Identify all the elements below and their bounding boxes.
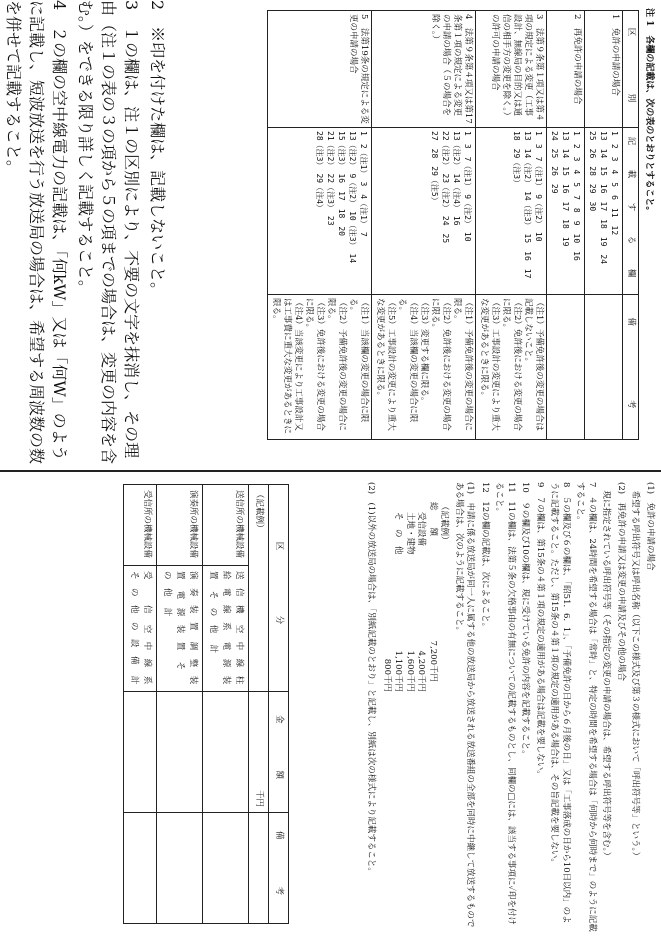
form-item: 給 電 線 系 (221, 571, 231, 631)
example-row (381, 502, 393, 932)
table-row (372, 11, 476, 440)
form-item: 電 源 装 置 (208, 571, 231, 693)
row-note: （注1）予備免許後の変更の場合に限る。 （注2）免許後における変更の場合に限る。 （注3）変更する欄に限る。 （注4）当該欄の変更の場合に限る。 （注5）工事設計の変更により重大な変更があるときに限る。 (372, 295, 476, 440)
table-row (157, 485, 203, 924)
paragraph: 9 ７の欄は、第15条の４第１項の規定の適用がある場合は記載を要しない。 (535, 482, 545, 779)
form-item: そ の 他 (162, 571, 185, 679)
example-item: そ の 他 (393, 512, 404, 555)
form-item: 電 源 装 置 (175, 590, 185, 651)
row-note: （注1）当該欄の変更の場合に限る。 （注2）予備免許後の変更の場合に限る。 （注3）免許後における変更の場合に限る。 （注4）当該変更により工事設計又は工事費に重大な変更があるときに限る。 (268, 295, 372, 440)
form-item: 送 信 機 (234, 571, 244, 614)
example-row (392, 502, 404, 932)
paragraph: 希望する呼出符号又は呼出名称（以下この様式及び第３の様式において「呼出符号等」という。） (630, 482, 641, 861)
table-row (268, 11, 372, 440)
paragraph: 8 ５の欄及び６の欄は、「昭51．6．1」、「予備免許の日から６月後の日」又は「工事落成の日から10日以内」のように記載すること。ただし、第15条の４第１項の規定の適用がある場合は、その旨記載を要しない。 (549, 482, 571, 924)
row-numbers: 1 2（注1） 3 4（注1） 7 13（注2） 9（注2） 10（注3） 14 15（注3） 16 17 18 20 21（注2） 22（注3） 23 28（注3） 29（注4） (268, 128, 372, 295)
example-row (415, 502, 427, 932)
cost-form-table (123, 484, 289, 924)
form-item: 受 信 (142, 571, 152, 614)
example-item (381, 502, 393, 602)
paragraph: (2) 再免許の申請又は変更の申請及びその他の場合 (616, 482, 626, 682)
example-total-row (427, 502, 439, 932)
lower-paragraphs (362, 482, 655, 932)
example-amount: 4,200千円 (416, 650, 427, 692)
paragraph: 4 ２の欄の空中線電力の記載は、「何kW」又は「何W」のように記載し、短波放送を行う放送局の場合は、希望する周波数の数を併せて記載すること。 (4, 0, 69, 465)
paragraph: (1) 申請に係る放送局が同一人に属する他の放送局から放送される放送番組の全部を同時に中継して放送するものである場合は、次のように記載すること。 (454, 482, 476, 928)
paragraph: 7 ４の欄は、24時間を希望する場合は「常時」と、特定の時間を希望する場合は「何時から何時まで」のように記載すること。 (575, 482, 597, 932)
form-item: そ の 他 の 設 備 (129, 571, 139, 665)
table-row (124, 485, 157, 924)
row-note: （注1）予備免許後の変更の場合は記載しないこと。 （注2）免許後における変更の場合に限る。 （注3）工事設計の変更により重大な変更があるときに限る。 (476, 295, 547, 440)
row-numbers: 1 3 7（注1） 9（注2） 10 13（注2） 14（注4） 16 22（注2） 23（注2） 24 25 27 28 29（注5） (372, 128, 476, 295)
form-group-items (203, 566, 249, 692)
example-item: 土地・建物 (405, 512, 415, 555)
example-amount: 1,100千円 (393, 650, 404, 692)
row-numbers: 1 3 7（注1） 9（注2） 10 13 14（注2） 14（注3） 15 16 17 18 29（注3） (476, 128, 547, 295)
example-amount: 1,600千円 (405, 650, 415, 692)
paragraph: 10 ９の欄及び10の欄は、現に受けている免許の内容を記載すること。 (520, 482, 531, 759)
form-group-label: 送信所の機械設備 (203, 485, 249, 566)
example-row (404, 502, 416, 932)
form-example-row (249, 485, 269, 924)
table-row (476, 11, 547, 440)
paragraph: 3 １の欄は、注１の区別により、不要の文字を抹消し、その理由（注１の表の３の項から５の項までの場合は、変更の内容を含む。）をできる限り詳しく記載すること。 (76, 0, 141, 465)
example-amount: 800千円 (382, 658, 392, 692)
cost-example (381, 502, 450, 932)
header-kubun: 区 別 (623, 11, 639, 128)
form-header-biko: 備 考 (269, 813, 289, 924)
form-item: 空 中 線 系 (142, 624, 152, 685)
row-note (585, 295, 623, 440)
form-unit: 千円 (249, 692, 269, 813)
table-row (585, 11, 623, 440)
form-item: 計 (129, 675, 139, 685)
row-numbers: 1 2 3 4 5 7 8 9 10 16 13 14 15 16 17 18 19 24 25 26 29 (547, 128, 585, 295)
section-divider (0, 470, 661, 472)
form-header-kubun: 区 分 (269, 485, 289, 692)
upper-paragraphs (0, 0, 170, 468)
row-label: 2 再免許の申請の場合 (547, 11, 585, 128)
row-note (547, 295, 585, 440)
row-label: 4 法第９条第４項又は第17条第１項の規定による変更の申請の場合（５の場合を除く。） (372, 11, 476, 128)
table-row (547, 11, 585, 440)
example-amount: 7,200千円 (428, 640, 438, 682)
form-group-label: 演奏所の機械設備 (157, 485, 203, 566)
example-header: 総 額 (428, 502, 438, 537)
form-group-label: 受信所の機械設備 (124, 485, 157, 566)
header-kisai: 記 載 す る 欄 (623, 128, 639, 295)
paragraph: 2 ※印を付けた欄は、記載しないこと。 (148, 0, 167, 299)
form-item: そ の 他 (208, 590, 218, 634)
notes-table (267, 10, 639, 440)
form-item: 演 奏 装 置 (188, 571, 198, 631)
notes-table-header (623, 11, 639, 440)
form-item: 調 整 装 置 (175, 571, 198, 693)
row-label: 3 法第９条第１項又は第４項の規定による変更（工事設計、無線局の目的又は通信の相手方の変更を除く。）の許可の申請の場合 (476, 11, 547, 128)
form-item: 計 (162, 607, 172, 617)
form-header-kingaku: 金 額 (269, 692, 289, 813)
example-item: 受信設備 (416, 512, 427, 547)
paragraph: 11 11の欄は、法第５条の欠格事由の有無についての記載するものとし、同欄の□には、該当する事項に✓印を付けること。 (494, 482, 516, 925)
example-label: （記載例） (439, 502, 450, 545)
table-row (203, 485, 249, 924)
row-label: 5 法第19条の規定による変更の申請の場合 (268, 11, 372, 128)
header-biko: 備 考 (623, 295, 639, 440)
form-example-label: （記載例） (249, 485, 269, 692)
paragraph: 現に指定されている呼出符号等（その指定の変更の申請の場合は、希望する呼出符号等を含む。） (601, 482, 612, 861)
lower-section (0, 474, 661, 942)
form-item: 計 (208, 644, 218, 653)
row-numbers: 1 2 3 4 5 6 11 12 13 14 15 16 17 18 19 24 25 26 28 29 30 (585, 128, 623, 295)
form-group-items (124, 566, 157, 692)
form-item: 空 中 線 柱 (234, 624, 244, 685)
paragraph: (2) (1)以外の放送局の場合は、「別紙記載のとおり」と記載し、別紙は次の様式により記載すること。 (366, 482, 377, 876)
note-title: 注 1 各欄の記載は、次の表のとおりとすること。 (644, 8, 654, 216)
row-label: 1 免許の申請の場合 (585, 11, 623, 128)
form-group-items (157, 566, 203, 692)
paragraph: (1) 免許の申請の場合 (645, 482, 655, 571)
form-header-row (269, 485, 289, 924)
paragraph: 12 12の欄の記載は、次によること。 (480, 482, 490, 632)
